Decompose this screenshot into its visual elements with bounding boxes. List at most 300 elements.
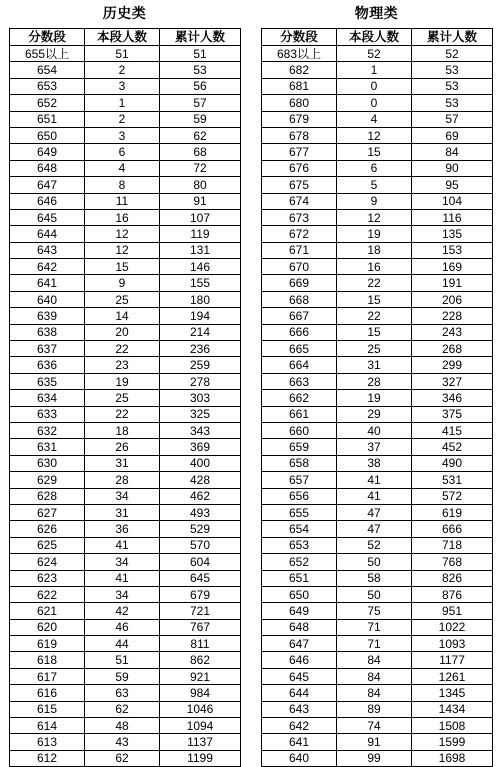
history-table-body <box>10 46 241 767</box>
cell-segment-count: 47 <box>337 504 412 520</box>
cell-cumulative-count: 1261 <box>412 668 493 684</box>
cell-segment-count: 12 <box>337 127 412 143</box>
table-row <box>10 226 241 242</box>
table-row <box>10 46 241 62</box>
cell-segment-count: 47 <box>337 521 412 537</box>
cell-segment-count: 15 <box>337 291 412 307</box>
cell-score-range: 635 <box>10 373 85 389</box>
cell-segment-count: 11 <box>85 193 160 209</box>
cell-cumulative-count: 862 <box>160 652 241 668</box>
cell-score-range: 613 <box>10 734 85 750</box>
cell-score-range: 643 <box>10 242 85 258</box>
cell-segment-count: 28 <box>85 472 160 488</box>
cell-score-range: 641 <box>262 734 337 750</box>
cell-segment-count: 9 <box>337 193 412 209</box>
cell-score-range: 645 <box>262 668 337 684</box>
cell-score-range: 666 <box>262 324 337 340</box>
cell-cumulative-count: 116 <box>412 209 493 225</box>
cell-segment-count: 43 <box>85 734 160 750</box>
cell-score-range: 651 <box>262 570 337 586</box>
table-row <box>10 111 241 127</box>
cell-score-range: 649 <box>262 603 337 619</box>
table-row <box>262 504 493 520</box>
history-header-row <box>10 29 241 46</box>
cell-cumulative-count: 1022 <box>412 619 493 635</box>
cell-cumulative-count: 531 <box>412 472 493 488</box>
cell-cumulative-count: 679 <box>160 586 241 602</box>
cell-cumulative-count: 1094 <box>160 718 241 734</box>
cell-score-range: 670 <box>262 259 337 275</box>
table-row <box>10 488 241 504</box>
cell-score-range: 654 <box>262 521 337 537</box>
cell-score-range: 654 <box>10 62 85 78</box>
cell-segment-count: 40 <box>337 422 412 438</box>
table-row <box>262 619 493 635</box>
header-score-range: 分数段 <box>10 29 85 46</box>
table-row <box>262 390 493 406</box>
cell-segment-count: 42 <box>85 603 160 619</box>
table-row <box>262 209 493 225</box>
physics-table-body <box>262 46 493 767</box>
cell-segment-count: 20 <box>85 324 160 340</box>
cell-score-range: 668 <box>262 291 337 307</box>
cell-score-range: 646 <box>10 193 85 209</box>
cell-score-range: 651 <box>10 111 85 127</box>
cell-score-range: 676 <box>262 160 337 176</box>
table-row <box>10 422 241 438</box>
cell-segment-count: 91 <box>337 734 412 750</box>
cell-score-range: 647 <box>10 177 85 193</box>
table-row <box>10 636 241 652</box>
table-row <box>10 127 241 143</box>
cell-segment-count: 22 <box>85 341 160 357</box>
cell-score-range: 626 <box>10 521 85 537</box>
cell-cumulative-count: 191 <box>412 275 493 291</box>
cell-cumulative-count: 666 <box>412 521 493 537</box>
cell-score-range: 616 <box>10 685 85 701</box>
table-row <box>262 718 493 734</box>
cell-cumulative-count: 119 <box>160 226 241 242</box>
cell-segment-count: 12 <box>337 209 412 225</box>
cell-score-range: 632 <box>10 422 85 438</box>
cell-cumulative-count: 415 <box>412 422 493 438</box>
cell-cumulative-count: 194 <box>160 308 241 324</box>
cell-score-range: 644 <box>262 685 337 701</box>
cell-segment-count: 22 <box>337 275 412 291</box>
cell-score-range: 615 <box>10 701 85 717</box>
table-row <box>10 78 241 94</box>
cell-segment-count: 74 <box>337 718 412 734</box>
cell-cumulative-count: 1345 <box>412 685 493 701</box>
cell-score-range: 677 <box>262 144 337 160</box>
cell-segment-count: 41 <box>337 472 412 488</box>
cell-score-range: 682 <box>262 62 337 78</box>
table-row <box>10 193 241 209</box>
cell-score-range: 634 <box>10 390 85 406</box>
cell-score-range: 680 <box>262 95 337 111</box>
header-cumulative-count: 累计人数 <box>160 29 241 46</box>
cell-score-range: 614 <box>10 718 85 734</box>
cell-cumulative-count: 180 <box>160 291 241 307</box>
cell-score-range: 655 <box>262 504 337 520</box>
cell-segment-count: 84 <box>337 668 412 684</box>
cell-segment-count: 41 <box>85 537 160 553</box>
cell-segment-count: 3 <box>85 78 160 94</box>
table-row <box>10 324 241 340</box>
table-row <box>10 390 241 406</box>
table-row <box>262 127 493 143</box>
cell-segment-count: 18 <box>85 422 160 438</box>
cell-cumulative-count: 811 <box>160 636 241 652</box>
cell-cumulative-count: 53 <box>412 62 493 78</box>
cell-score-range: 617 <box>10 668 85 684</box>
cell-score-range: 627 <box>10 504 85 520</box>
cell-cumulative-count: 69 <box>412 127 493 143</box>
cell-segment-count: 31 <box>85 504 160 520</box>
cell-score-range: 678 <box>262 127 337 143</box>
cell-cumulative-count: 57 <box>412 111 493 127</box>
table-row <box>262 373 493 389</box>
table-row <box>10 521 241 537</box>
cell-cumulative-count: 51 <box>160 46 241 62</box>
cell-segment-count: 31 <box>85 455 160 471</box>
cell-cumulative-count: 206 <box>412 291 493 307</box>
table-row <box>262 324 493 340</box>
cell-cumulative-count: 91 <box>160 193 241 209</box>
cell-cumulative-count: 452 <box>412 439 493 455</box>
cell-segment-count: 18 <box>337 242 412 258</box>
cell-score-range: 659 <box>262 439 337 455</box>
table-row <box>262 95 493 111</box>
cell-cumulative-count: 146 <box>160 259 241 275</box>
table-row <box>262 701 493 717</box>
history-score-table <box>9 28 241 767</box>
cell-score-range: 650 <box>262 586 337 602</box>
cell-score-range: 642 <box>10 259 85 275</box>
cell-cumulative-count: 1698 <box>412 750 493 766</box>
cell-segment-count: 9 <box>85 275 160 291</box>
cell-cumulative-count: 984 <box>160 685 241 701</box>
cell-cumulative-count: 259 <box>160 357 241 373</box>
cell-segment-count: 71 <box>337 619 412 635</box>
table-row <box>10 259 241 275</box>
table-row <box>10 668 241 684</box>
table-row <box>262 554 493 570</box>
cell-score-range: 622 <box>10 586 85 602</box>
cell-segment-count: 1 <box>337 62 412 78</box>
table-row <box>10 308 241 324</box>
table-row <box>262 177 493 193</box>
cell-cumulative-count: 53 <box>412 95 493 111</box>
cell-score-range: 646 <box>262 652 337 668</box>
cell-cumulative-count: 1093 <box>412 636 493 652</box>
cell-cumulative-count: 369 <box>160 439 241 455</box>
cell-segment-count: 26 <box>85 439 160 455</box>
cell-cumulative-count: 1199 <box>160 750 241 766</box>
cell-cumulative-count: 325 <box>160 406 241 422</box>
table-row <box>10 537 241 553</box>
cell-score-range: 669 <box>262 275 337 291</box>
cell-segment-count: 0 <box>337 95 412 111</box>
cell-segment-count: 84 <box>337 652 412 668</box>
table-row <box>262 341 493 357</box>
table-row <box>10 341 241 357</box>
cell-segment-count: 48 <box>85 718 160 734</box>
physics-score-table <box>261 28 493 767</box>
cell-score-range: 633 <box>10 406 85 422</box>
table-row <box>262 439 493 455</box>
table-row <box>262 422 493 438</box>
cell-cumulative-count: 107 <box>160 209 241 225</box>
cell-segment-count: 6 <box>337 160 412 176</box>
cell-cumulative-count: 268 <box>412 341 493 357</box>
cell-cumulative-count: 169 <box>412 259 493 275</box>
table-row <box>262 455 493 471</box>
cell-cumulative-count: 303 <box>160 390 241 406</box>
cell-segment-count: 63 <box>85 685 160 701</box>
cell-cumulative-count: 490 <box>412 455 493 471</box>
cell-segment-count: 71 <box>337 636 412 652</box>
cell-score-range: 640 <box>10 291 85 307</box>
cell-score-range: 636 <box>10 357 85 373</box>
table-row <box>10 95 241 111</box>
cell-cumulative-count: 80 <box>160 177 241 193</box>
cell-segment-count: 75 <box>337 603 412 619</box>
cell-cumulative-count: 1137 <box>160 734 241 750</box>
cell-segment-count: 51 <box>85 652 160 668</box>
cell-score-range: 623 <box>10 570 85 586</box>
cell-cumulative-count: 57 <box>160 95 241 111</box>
cell-cumulative-count: 214 <box>160 324 241 340</box>
cell-cumulative-count: 645 <box>160 570 241 586</box>
cell-segment-count: 46 <box>85 619 160 635</box>
cell-score-range: 681 <box>262 78 337 94</box>
table-row <box>262 62 493 78</box>
cell-score-range: 645 <box>10 209 85 225</box>
cell-score-range: 665 <box>262 341 337 357</box>
cell-score-range: 653 <box>10 78 85 94</box>
cell-score-range: 660 <box>262 422 337 438</box>
table-row <box>10 570 241 586</box>
cell-cumulative-count: 1599 <box>412 734 493 750</box>
cell-score-range: 650 <box>10 127 85 143</box>
cell-score-range: 624 <box>10 554 85 570</box>
physics-header-row <box>262 29 493 46</box>
cell-cumulative-count: 59 <box>160 111 241 127</box>
cell-cumulative-count: 346 <box>412 390 493 406</box>
header-cumulative-count: 累计人数 <box>412 29 493 46</box>
cell-score-range: 639 <box>10 308 85 324</box>
cell-score-range: 657 <box>262 472 337 488</box>
table-row <box>262 668 493 684</box>
table-row <box>262 472 493 488</box>
table-row <box>262 144 493 160</box>
cell-score-range: 628 <box>10 488 85 504</box>
cell-segment-count: 99 <box>337 750 412 766</box>
cell-cumulative-count: 131 <box>160 242 241 258</box>
cell-segment-count: 50 <box>337 586 412 602</box>
cell-segment-count: 41 <box>337 488 412 504</box>
cell-cumulative-count: 951 <box>412 603 493 619</box>
cell-cumulative-count: 428 <box>160 472 241 488</box>
table-row <box>10 242 241 258</box>
cell-segment-count: 38 <box>337 455 412 471</box>
cell-score-range: 652 <box>262 554 337 570</box>
cell-score-range: 648 <box>10 160 85 176</box>
cell-cumulative-count: 1508 <box>412 718 493 734</box>
cell-cumulative-count: 327 <box>412 373 493 389</box>
cell-score-range: 683以上 <box>262 46 337 62</box>
table-row <box>262 570 493 586</box>
cell-cumulative-count: 56 <box>160 78 241 94</box>
cell-score-range: 664 <box>262 357 337 373</box>
cell-cumulative-count: 619 <box>412 504 493 520</box>
cell-segment-count: 5 <box>337 177 412 193</box>
table-row <box>10 177 241 193</box>
cell-score-range: 619 <box>10 636 85 652</box>
cell-segment-count: 84 <box>337 685 412 701</box>
table-row <box>10 734 241 750</box>
cell-cumulative-count: 343 <box>160 422 241 438</box>
cell-score-range: 661 <box>262 406 337 422</box>
cell-segment-count: 15 <box>85 259 160 275</box>
cell-score-range: 640 <box>262 750 337 766</box>
table-row <box>10 357 241 373</box>
cell-cumulative-count: 72 <box>160 160 241 176</box>
physics-title: 物理类 <box>354 6 399 22</box>
cell-score-range: 631 <box>10 439 85 455</box>
cell-segment-count: 12 <box>85 242 160 258</box>
table-row <box>10 209 241 225</box>
cell-segment-count: 23 <box>85 357 160 373</box>
cell-cumulative-count: 1434 <box>412 701 493 717</box>
cell-segment-count: 2 <box>85 111 160 127</box>
cell-score-range: 644 <box>10 226 85 242</box>
cell-cumulative-count: 84 <box>412 144 493 160</box>
cell-segment-count: 15 <box>337 144 412 160</box>
cell-segment-count: 51 <box>85 46 160 62</box>
header-segment-count: 本段人数 <box>337 29 412 46</box>
cell-cumulative-count: 921 <box>160 668 241 684</box>
cell-score-range: 673 <box>262 209 337 225</box>
history-title: 历史类 <box>102 6 147 22</box>
cell-cumulative-count: 400 <box>160 455 241 471</box>
cell-segment-count: 4 <box>85 160 160 176</box>
cell-cumulative-count: 299 <box>412 357 493 373</box>
table-row <box>262 586 493 602</box>
cell-cumulative-count: 90 <box>412 160 493 176</box>
table-row <box>10 652 241 668</box>
cell-score-range: 649 <box>10 144 85 160</box>
cell-cumulative-count: 62 <box>160 127 241 143</box>
cell-score-range: 656 <box>262 488 337 504</box>
cell-segment-count: 59 <box>85 668 160 684</box>
cell-score-range: 675 <box>262 177 337 193</box>
table-row <box>262 406 493 422</box>
cell-segment-count: 36 <box>85 521 160 537</box>
cell-cumulative-count: 826 <box>412 570 493 586</box>
cell-segment-count: 4 <box>337 111 412 127</box>
table-row <box>262 160 493 176</box>
table-row <box>10 718 241 734</box>
table-row <box>262 603 493 619</box>
cell-segment-count: 29 <box>337 406 412 422</box>
cell-cumulative-count: 95 <box>412 177 493 193</box>
table-row <box>262 111 493 127</box>
table-row <box>262 357 493 373</box>
cell-cumulative-count: 155 <box>160 275 241 291</box>
cell-score-range: 612 <box>10 750 85 766</box>
header-score-range: 分数段 <box>262 29 337 46</box>
table-row <box>10 144 241 160</box>
cell-score-range: 620 <box>10 619 85 635</box>
cell-cumulative-count: 572 <box>412 488 493 504</box>
cell-segment-count: 25 <box>85 291 160 307</box>
cell-score-range: 652 <box>10 95 85 111</box>
cell-score-range: 672 <box>262 226 337 242</box>
cell-segment-count: 12 <box>85 226 160 242</box>
table-row <box>10 472 241 488</box>
table-row <box>262 636 493 652</box>
cell-segment-count: 6 <box>85 144 160 160</box>
cell-segment-count: 25 <box>337 341 412 357</box>
table-row <box>10 603 241 619</box>
cell-cumulative-count: 718 <box>412 537 493 553</box>
cell-score-range: 641 <box>10 275 85 291</box>
cell-segment-count: 14 <box>85 308 160 324</box>
cell-segment-count: 0 <box>337 78 412 94</box>
table-row <box>10 586 241 602</box>
table-row <box>262 521 493 537</box>
table-row <box>262 750 493 766</box>
cell-segment-count: 58 <box>337 570 412 586</box>
cell-cumulative-count: 529 <box>160 521 241 537</box>
cell-cumulative-count: 604 <box>160 554 241 570</box>
cell-score-range: 653 <box>262 537 337 553</box>
table-row <box>10 373 241 389</box>
cell-score-range: 630 <box>10 455 85 471</box>
cell-cumulative-count: 236 <box>160 341 241 357</box>
cell-score-range: 674 <box>262 193 337 209</box>
cell-score-range: 662 <box>262 390 337 406</box>
cell-segment-count: 19 <box>85 373 160 389</box>
cell-segment-count: 8 <box>85 177 160 193</box>
cell-cumulative-count: 68 <box>160 144 241 160</box>
cell-cumulative-count: 462 <box>160 488 241 504</box>
cell-score-range: 679 <box>262 111 337 127</box>
table-row <box>10 291 241 307</box>
physics-panel <box>261 0 492 767</box>
table-row <box>262 275 493 291</box>
table-row <box>10 439 241 455</box>
table-row <box>10 750 241 766</box>
table-row <box>10 504 241 520</box>
cell-score-range: 671 <box>262 242 337 258</box>
cell-score-range: 625 <box>10 537 85 553</box>
cell-segment-count: 19 <box>337 390 412 406</box>
cell-segment-count: 50 <box>337 554 412 570</box>
cell-segment-count: 16 <box>85 209 160 225</box>
cell-cumulative-count: 135 <box>412 226 493 242</box>
cell-score-range: 663 <box>262 373 337 389</box>
table-row <box>262 226 493 242</box>
cell-cumulative-count: 228 <box>412 308 493 324</box>
cell-score-range: 638 <box>10 324 85 340</box>
cell-segment-count: 16 <box>337 259 412 275</box>
table-row <box>10 406 241 422</box>
cell-segment-count: 19 <box>337 226 412 242</box>
cell-cumulative-count: 767 <box>160 619 241 635</box>
